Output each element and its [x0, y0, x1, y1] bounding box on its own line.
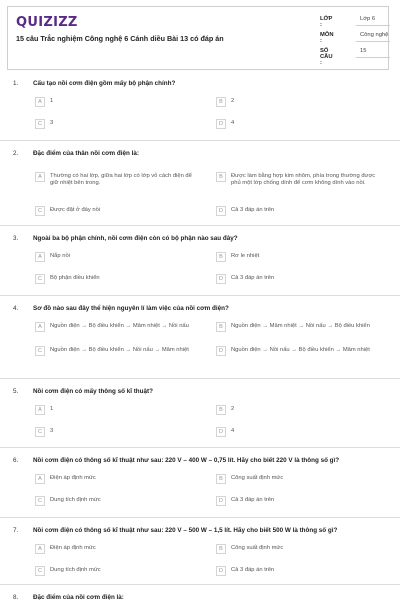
option-text: Nắp nồi	[50, 253, 70, 259]
option-text: Điện áp định mức	[50, 545, 96, 551]
option-letter-box: C	[35, 346, 45, 356]
option-text: 3	[50, 428, 54, 434]
question-text: Nồi cơm điện có thông số kĩ thuật như sau: 220 V – 500 W – 1,5 lít. Hãy cho biết 500 W là thông số gì?	[33, 527, 338, 534]
option-text: Được đặt ở đáy nồi	[50, 207, 101, 213]
option-text: Nguồn điện → Bộ điều khiển → Nồi nấu → Mâm nhiệt	[50, 347, 189, 353]
option-text: Công suất định mức	[231, 475, 284, 481]
worksheet-title: 15 câu Trắc nghiệm Công nghệ 6 Cánh diều Bài 13 có đáp án	[16, 34, 224, 43]
option-text: Nguồn điện → Bộ điều khiển → Mâm nhiệt → Nồi nấu	[50, 323, 189, 329]
question-divider	[0, 584, 400, 585]
question-text: Nồi cơm điện có thông số kĩ thuật như sau: 220 V – 400 W – 0,75 lít. Hãy cho biết 220 V là thông số gì?	[33, 457, 340, 464]
option-text: Thường có hai lớp, giữa hai lớp có lớp vỏ cách điện để giữ nhiệt bên trong.	[50, 173, 192, 187]
question-number: 2.	[13, 150, 19, 157]
subject-value: Công nghệ	[360, 32, 389, 38]
question-text: Sơ đồ nào sau đây thể hiện nguyên lí làm việc của nồi cơm điện?	[33, 305, 229, 312]
option-letter-box: B	[216, 252, 226, 262]
question-text: Đặc điểm của nồi cơm điện là:	[33, 594, 124, 600]
option-letter-box: B	[216, 405, 226, 415]
option-letter-box: B	[216, 322, 226, 332]
option-text: Cả 3 đáp án trên	[231, 275, 275, 281]
option-letter-box: A	[35, 252, 45, 262]
option-text: Rơ le nhiệt	[231, 253, 260, 259]
option-letter-box: D	[216, 206, 226, 216]
option-letter-box: D	[216, 119, 226, 129]
option-text: 1	[50, 98, 54, 104]
option-text: Nguồn điện → Nồi nấu → Bộ điều khiển → Mâm nhiệt	[231, 347, 370, 353]
option-text: Được làm bằng hợp kim nhôm, phía trong thường được phủ một lớp chống dính để cơm không dính vào nồi.	[231, 173, 376, 187]
question-number: 1.	[13, 80, 19, 87]
option-letter-box: B	[216, 97, 226, 107]
option-letter-box: A	[35, 474, 45, 484]
option-letter-box: A	[35, 97, 45, 107]
option-letter-box: D	[216, 346, 226, 356]
question-text: Cấu tạo nồi cơm điện gồm mấy bộ phận chính?	[33, 80, 176, 87]
option-letter-box: D	[216, 566, 226, 576]
question-number: 8.	[13, 594, 19, 600]
option-letter-box: C	[35, 274, 45, 284]
option-text: Dung tích định mức	[50, 567, 101, 573]
class-label: LỚP :	[320, 16, 333, 28]
option-letter-box: C	[35, 119, 45, 129]
option-text: 4	[231, 428, 235, 434]
option-text: Cả 3 đáp án trên	[231, 567, 275, 573]
question-number: 5.	[13, 388, 19, 395]
option-letter-box: C	[35, 427, 45, 437]
option-letter-box: B	[216, 544, 226, 554]
question-divider	[0, 140, 400, 141]
option-text: Dung tích định mức	[50, 497, 101, 503]
question-text: Ngoài ba bộ phận chính, nồi cơm điện còn có bộ phận nào sau đây?	[33, 235, 238, 242]
question-divider	[0, 517, 400, 518]
option-text: Công suất định mức	[231, 545, 284, 551]
question-count-value: 15	[360, 48, 367, 54]
question-number: 4.	[13, 305, 19, 312]
option-letter-box: B	[216, 474, 226, 484]
option-text: 2	[231, 406, 235, 412]
class-value: Lớp 6	[360, 16, 376, 22]
option-letter-box: C	[35, 206, 45, 216]
question-divider	[0, 378, 400, 379]
option-text: Điện áp định mức	[50, 475, 96, 481]
question-number: 6.	[13, 457, 19, 464]
option-letter-box: C	[35, 566, 45, 576]
option-text: Bộ phận điều khiển	[50, 275, 100, 281]
option-letter-box: B	[216, 172, 226, 182]
option-letter-box: D	[216, 496, 226, 506]
option-letter-box: A	[35, 544, 45, 554]
question-text: Đặc điểm của thân nồi cơm điện là:	[33, 150, 139, 157]
option-letter-box: A	[35, 405, 45, 415]
option-text: 4	[231, 120, 235, 126]
option-text: 2	[231, 98, 235, 104]
option-letter-box: D	[216, 427, 226, 437]
question-number: 3.	[13, 235, 19, 242]
question-count-label: SỐ CÂU :	[320, 48, 333, 66]
question-number: 7.	[13, 527, 19, 534]
option-text: Nguồn điện → Mâm nhiệt → Nồi nấu → Bộ điều khiển	[231, 323, 370, 329]
option-text: Cả 3 đáp án trên	[231, 207, 275, 213]
question-text: Nồi cơm điện có mấy thông số kĩ thuật?	[33, 388, 153, 395]
question-divider	[0, 225, 400, 226]
question-divider	[0, 447, 400, 448]
option-letter-box: C	[35, 496, 45, 506]
subject-label: MÔN :	[320, 32, 334, 44]
option-text: 3	[50, 120, 54, 126]
option-letter-box: A	[35, 172, 45, 182]
option-letter-box: A	[35, 322, 45, 332]
quizizz-logo: QUIZIZZ	[16, 15, 78, 30]
question-divider	[0, 295, 400, 296]
option-text: Cả 3 đáp án trên	[231, 497, 275, 503]
option-letter-box: D	[216, 274, 226, 284]
option-text: 1	[50, 406, 54, 412]
